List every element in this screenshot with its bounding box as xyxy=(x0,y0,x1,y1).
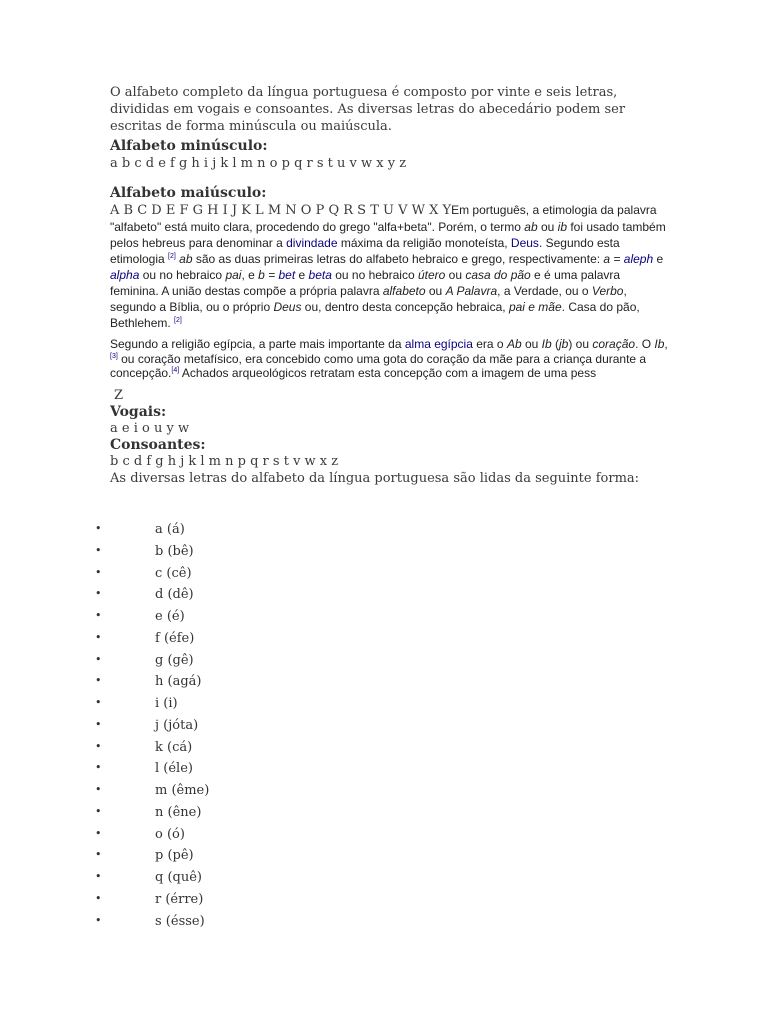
list-item xyxy=(0,805,768,827)
text-run: b = xyxy=(258,268,279,282)
bullet-icon: • xyxy=(95,587,102,601)
list-item xyxy=(0,827,768,849)
letter-pronunciation: l (éle) xyxy=(155,761,193,777)
reference-3-link[interactable]: [3] xyxy=(110,352,118,360)
text-run: ou xyxy=(537,220,558,234)
text-run: ou xyxy=(445,268,466,282)
list-item xyxy=(0,892,768,914)
bullet-icon: • xyxy=(95,522,102,535)
text-run: ou coração metafísico, era concebido como uma gota do coração da mãe para a criança durante a concepção. xyxy=(110,351,647,381)
bet-link[interactable]: bet xyxy=(278,268,296,282)
letter-pronunciation: k (cá) xyxy=(155,739,193,755)
text-run: . O xyxy=(635,337,655,351)
letter-pronunciation: i (i) xyxy=(155,696,178,711)
letter-pronunciation: e (é) xyxy=(155,609,185,624)
bullet-icon: • xyxy=(95,826,102,840)
text-run: ab xyxy=(524,220,538,234)
bullet-icon: • xyxy=(95,609,102,622)
list-item xyxy=(0,674,768,696)
list-item xyxy=(0,631,768,653)
egyptian-paragraph xyxy=(110,337,670,381)
text-run: e xyxy=(295,268,309,282)
text-run: Deus xyxy=(273,300,302,314)
letter-pronunciation: f (éfe) xyxy=(155,630,195,646)
text-run: ou xyxy=(521,337,542,351)
vogais-heading: Vogais: xyxy=(110,403,167,420)
minusculo-heading: Alfabeto minúsculo: xyxy=(110,138,268,154)
reference-2-link[interactable]: [2] xyxy=(168,253,176,260)
aleph-link[interactable]: aleph xyxy=(623,252,654,266)
letter-pronunciation: n (êne) xyxy=(155,804,202,820)
lidas-paragraph: As diversas letras do alfabeto da língua portuguesa são lidas da seguinte forma: xyxy=(110,470,640,486)
bullet-icon: • xyxy=(95,870,102,883)
text-run: ou no hebraico xyxy=(139,268,226,282)
vogais-letters: a e i o u y w xyxy=(110,420,190,436)
list-item xyxy=(0,587,768,609)
letter-pronunciation: s (ésse) xyxy=(155,913,205,929)
bullet-icon: • xyxy=(95,696,102,709)
etymology-paragraph xyxy=(110,202,670,331)
text-run: Em português, a etimologia da palavra "alfabeto" está muito clara, procedendo do grego "alfa+beta". Porém, o termo xyxy=(110,203,657,234)
reference-4-link[interactable]: [4] xyxy=(171,367,180,375)
text-run: pai e mãe xyxy=(508,300,562,314)
consoantes-heading: Consoantes: xyxy=(110,436,206,453)
text-run: , a Verdade, ou o xyxy=(497,284,592,298)
list-item xyxy=(0,718,768,740)
intro-paragraph: O alfabeto completo da língua portuguesa é composto por vinte e seis letras, divididas em vogais e consoantes. As diversas letras do abecedário podem ser escritas de forma minúscula ou maiúscula. xyxy=(110,85,626,134)
text-run: alfabeto xyxy=(382,284,426,298)
list-item xyxy=(0,783,768,805)
text-run: ab xyxy=(175,252,193,266)
list-item xyxy=(0,609,768,631)
alpha-link[interactable]: alpha xyxy=(110,268,140,282)
letter-pronunciation: d (dê) xyxy=(155,587,194,603)
list-item xyxy=(0,848,768,870)
bullet-icon: • xyxy=(95,739,102,753)
bullet-icon: • xyxy=(95,674,102,688)
minusculo-letters: a b c d e f g h i j k l m n o p q r s t u v w x y z xyxy=(110,156,407,171)
text-run: Ab xyxy=(506,337,522,351)
text-run: Achados arqueológicos retratam esta concepção com a imagem de uma pess xyxy=(179,366,597,381)
text-run: a = xyxy=(603,252,624,266)
letter-pronunciation: a (á) xyxy=(155,522,185,537)
letter-pronunciation: r (érre) xyxy=(155,891,204,907)
text-run: Ib xyxy=(541,337,552,351)
list-item xyxy=(0,696,768,718)
text-run: coração xyxy=(592,337,636,351)
letter-pronunciation: j (jóta) xyxy=(155,717,199,733)
maiusculo-heading: Alfabeto maiúsculo: xyxy=(110,185,267,201)
letter-pronunciation: m (ême) xyxy=(155,783,210,798)
list-item xyxy=(0,740,768,762)
bullet-icon: • xyxy=(95,913,102,927)
text-run: ou xyxy=(425,284,446,298)
text-run: . Segundo esta etimologia xyxy=(110,236,620,266)
alma-egipcia-link[interactable]: alma egípcia xyxy=(404,337,473,351)
text-run: ou, dentro desta concepção hebraica, xyxy=(301,300,509,314)
bullet-icon: • xyxy=(95,848,102,862)
text-run: Verbo xyxy=(591,284,624,298)
bullet-icon: • xyxy=(95,565,102,579)
letter-pronunciation: q (quê) xyxy=(155,870,202,885)
list-item xyxy=(0,566,768,588)
divindade-link[interactable]: divindade xyxy=(286,236,338,250)
letter-pronunciation: o (ó) xyxy=(155,826,185,842)
list-item xyxy=(0,870,768,892)
bullet-icon: • xyxy=(95,630,102,644)
text-run: jb xyxy=(559,337,569,351)
text-run: ( xyxy=(551,337,559,351)
text-run: e é uma palavra feminina. A união destas compõe a própria palavra xyxy=(110,268,621,298)
letter-pronunciation: h (agá) xyxy=(155,674,202,690)
text-run: ) ou xyxy=(568,337,593,351)
text-run: Ib xyxy=(654,337,665,351)
letter-pronunciation-list xyxy=(0,522,768,935)
letter-pronunciation: g (gê) xyxy=(155,652,194,668)
text-run: ib xyxy=(557,220,567,234)
text-run: foi usado também pelos hebreus para denominar a xyxy=(110,220,666,250)
reference-2b-link[interactable]: [2] xyxy=(174,317,182,324)
document-body xyxy=(110,84,670,487)
text-run: máxima da religião monoteísta, xyxy=(337,236,511,250)
list-item xyxy=(0,544,768,566)
text-run: ou no hebraico xyxy=(331,268,418,282)
text-run: , xyxy=(664,337,668,351)
consoantes-letters: b c d f g h j k l m n p q r s t v w x z xyxy=(110,453,339,469)
letter-pronunciation: b (bê) xyxy=(155,543,194,559)
list-item xyxy=(0,914,768,936)
text-run: era o xyxy=(472,337,507,351)
bullet-icon: • xyxy=(95,652,102,666)
text-run: , e xyxy=(241,268,259,282)
letter-pronunciation: c (cê) xyxy=(155,565,192,581)
text-run: , segundo a Bíblia, ou o próprio xyxy=(110,284,627,314)
text-run: A Palavra xyxy=(445,284,498,298)
maiusculo-letters: A B C D E F G H I J K L M N O P Q R S T U V W X Y xyxy=(110,203,452,218)
bullet-icon: • xyxy=(95,543,102,557)
text-run: são as duas primeiras letras do alfabeto hebraico e grego, respectivamente: xyxy=(192,252,604,266)
deus-link[interactable]: Deus xyxy=(510,236,539,250)
bullet-icon: • xyxy=(95,761,102,775)
bullet-icon: • xyxy=(95,783,102,796)
bullet-icon: • xyxy=(95,717,102,731)
text-run: pai xyxy=(225,268,242,282)
text-run: e xyxy=(653,252,664,266)
list-item xyxy=(0,522,768,544)
letter-pronunciation: p (pê) xyxy=(155,848,194,864)
list-item xyxy=(0,653,768,675)
bullet-icon: • xyxy=(95,891,102,905)
list-item xyxy=(0,761,768,783)
text-run: útero xyxy=(417,268,446,282)
text-run: . Casa do pão, Bethlehem. xyxy=(110,300,640,330)
beta-link[interactable]: beta xyxy=(308,268,332,282)
text-run: casa do pão xyxy=(465,268,531,282)
text-run: Segundo a religião egípcia, a parte mais importante da xyxy=(110,337,405,351)
letter-z: Z xyxy=(114,387,124,403)
bullet-icon: • xyxy=(95,804,102,818)
